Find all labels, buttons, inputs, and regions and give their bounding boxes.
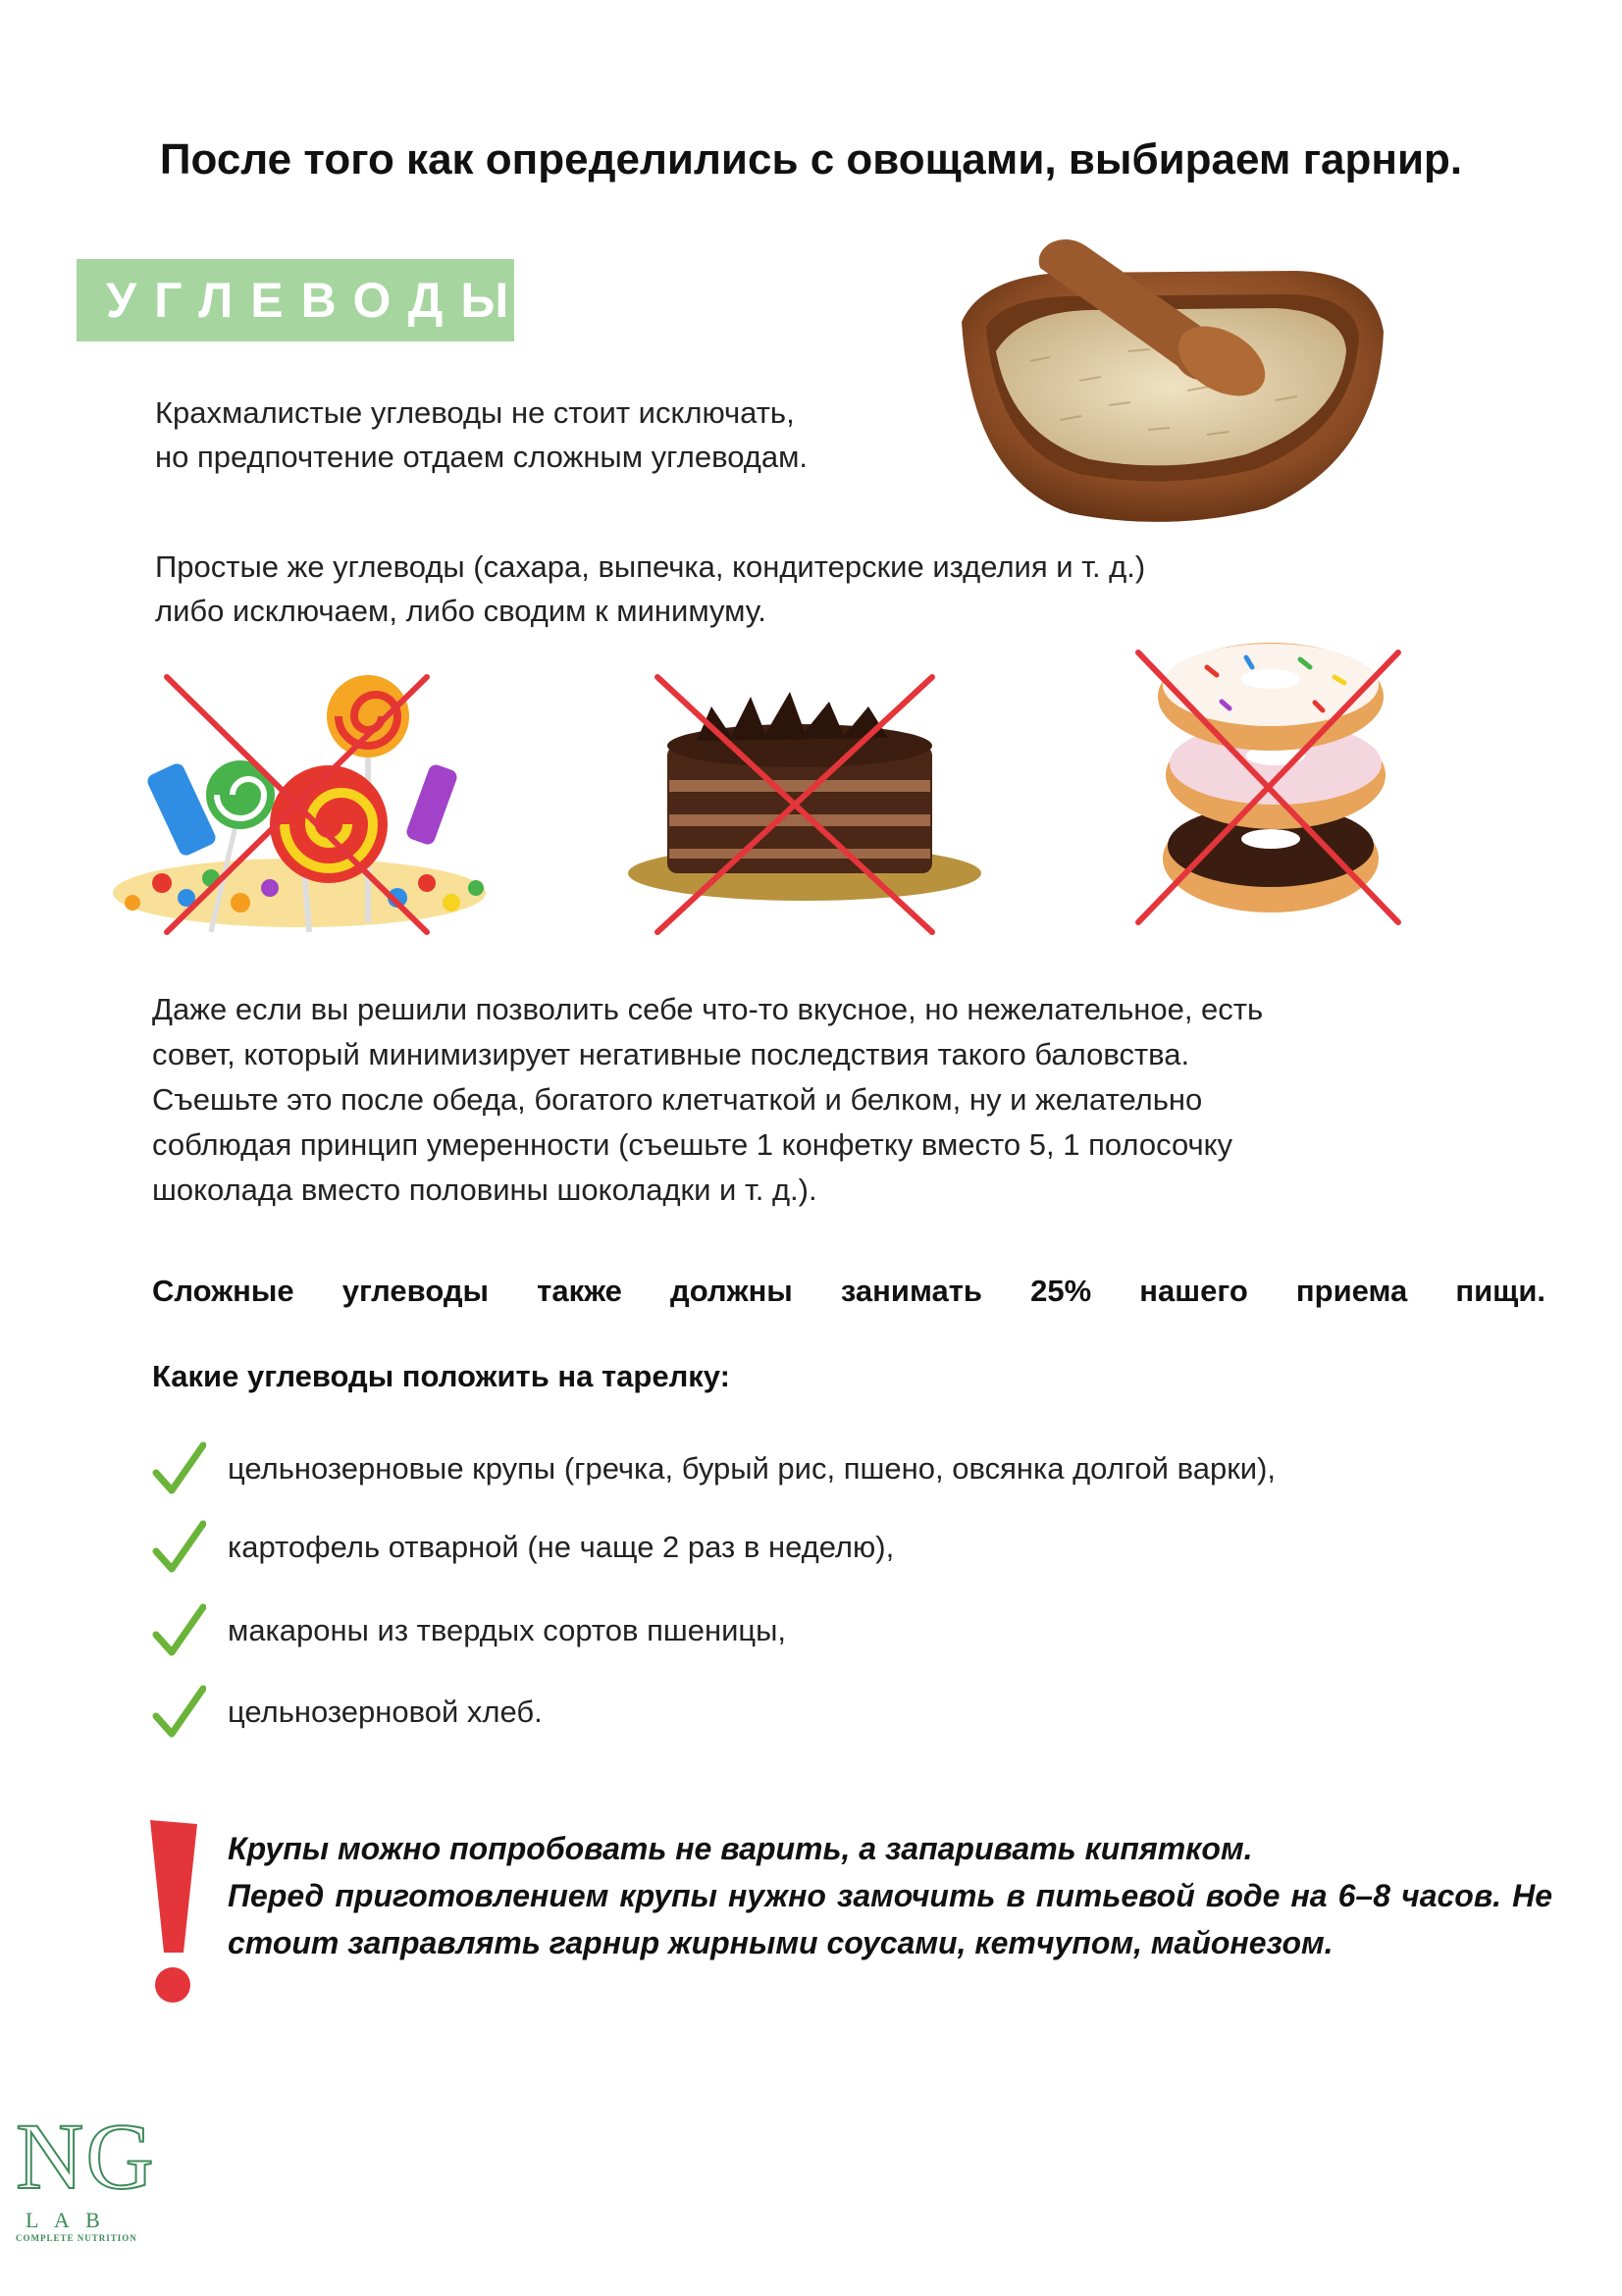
simple-carbs-text — [155, 545, 1382, 633]
warning-line: Перед приготовлением крупы нужно замочить в питьевой воде на 6–8 часов. Не стоит заправлять гарнир жирными соусами, кетчупом, майонезом. — [228, 1878, 1552, 1960]
checkmark-icon — [152, 1601, 206, 1660]
intro-line: Крахмалистые углеводы не стоит исключать, — [155, 395, 795, 430]
section-badge — [77, 259, 527, 341]
list-item-text: цельнозерновой хлеб. — [228, 1695, 543, 1729]
logo-letters: NG — [16, 2104, 156, 2209]
advice-line: соблюдая принцип умеренности (съешьте 1 конфетку вместо 5, 1 полосочку — [152, 1127, 1233, 1162]
complex-share-statement: Сложные углеводы также должны занимать 25% нашего приема пищи. — [152, 1274, 1545, 1308]
advice-line: шоколада вместо половины шоколадки и т. д.). — [152, 1173, 817, 1207]
intro-line: но предпочтение отдаем сложным углеводам. — [155, 440, 809, 474]
candy-image — [103, 657, 496, 942]
rice-bowl-image — [942, 234, 1393, 538]
list-item — [152, 1435, 1276, 1503]
checkmark-icon — [152, 1518, 206, 1577]
cake-image — [618, 667, 981, 942]
list-item-text: картофель отварной (не чаще 2 раз в неделю), — [228, 1530, 895, 1564]
advice-text — [152, 987, 1477, 1213]
intro-text — [155, 391, 940, 479]
logo-tagline: COMPLETE NUTRITION — [16, 2233, 137, 2243]
section-label: УГЛЕВОДЫ — [106, 273, 527, 328]
simple-line: либо исключаем, либо сводим к минимуму. — [155, 594, 766, 628]
advice-line: Съешьте это после обеда, богатого клетчаткой и белком, ну и желательно — [152, 1082, 1203, 1117]
list-heading: Какие углеводы положить на тарелку: — [152, 1359, 730, 1393]
checkmark-icon — [152, 1439, 206, 1498]
advice-line: совет, который минимизирует негативные последствия такого баловства. — [152, 1037, 1190, 1071]
list-item — [152, 1678, 543, 1747]
page-title: После того как определились с овощами, выбираем гарнир. — [159, 135, 1463, 183]
list-item — [152, 1513, 894, 1582]
warning-note — [228, 1825, 1552, 1966]
ng-lab-logo — [16, 2104, 173, 2276]
exclamation-icon — [142, 1820, 201, 2007]
advice-line: Даже если вы решили позволить себе что-то вкусное, но нежелательное, есть — [152, 992, 1264, 1026]
simple-line: Простые же углеводы (сахара, выпечка, кондитерские изделия и т. д.) — [155, 549, 1146, 584]
list-item — [152, 1596, 786, 1665]
warning-line: Крупы можно попробовать не варить, а запаривать кипятком. — [228, 1831, 1253, 1866]
donut-image — [1128, 638, 1413, 932]
list-item-text: макароны из твердых сортов пшеницы, — [228, 1613, 787, 1647]
logo-sub: L A B — [26, 2208, 106, 2232]
checkmark-icon — [152, 1683, 206, 1742]
list-item-text: цельнозерновые крупы (гречка, бурый рис, пшено, овсянка долгой варки), — [228, 1451, 1277, 1486]
